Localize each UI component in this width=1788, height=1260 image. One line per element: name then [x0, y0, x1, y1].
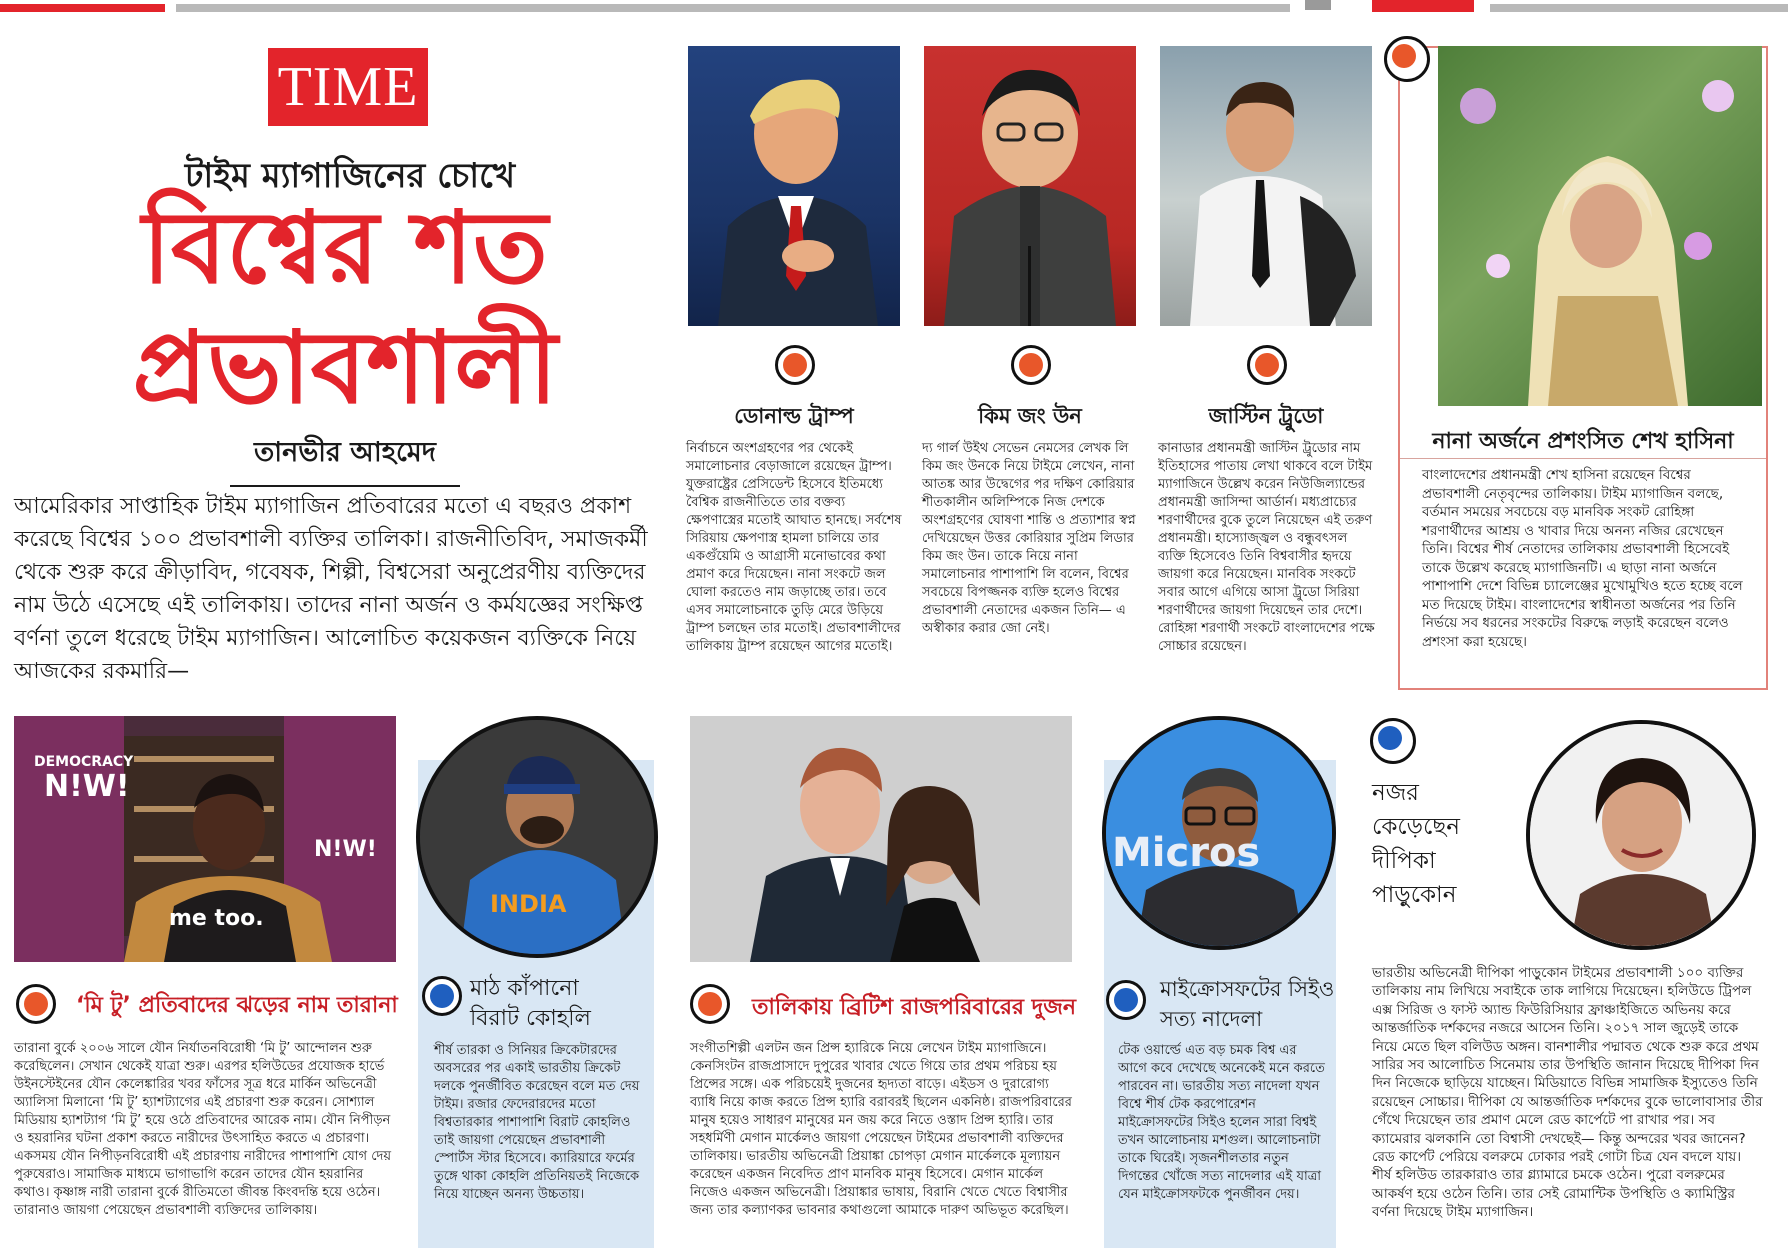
- tarana-name: ‘মি টু’ প্রতিবাদের ঝড়ের নাম তারানা: [76, 993, 398, 1018]
- tarana-shirt-text: me too.: [169, 906, 264, 931]
- trudeau-name: জাস্টিন ট্রুডো: [1208, 404, 1324, 428]
- kim-bullet-icon: [1011, 345, 1051, 385]
- deepika-text: ভারতীয় অভিনেত্রী দীপিকা পাড়ুকোন টাইমের প্রভাবশালী ১০০ ব্যক্তির তালিকায় নাম লিখিয়ে সবাইকে তাক লাগিয়ে দিয়েছেন। হলিউডে ট্রিপল এক্স সিরিজ ও ফাস্ট অ্যান্ড ফিউরিসিয়ার ফ্রাঞ্চাইজিতে অভিনয় করে আন্তর্জাতিক দর্শকদের নজরে আসেন তিনি। ২০১৭ সাল জুড়েই তাকে নিয়ে মেতে ছিল বলিউড অঙ্গন। বানশালীর পদ্মাবত থেকে শুরু করে প্রথম সারির সব আলোচিত সিনেমায় তার উপস্থিতি জানান দিয়েছে দীপিকা দিন দিন নিজেকে ছাড়িয়ে যাচ্ছেন। মিডিয়াতে বিভিন্ন সামাজিক ইস্যুতেও তিনি রয়েছেন সোচ্চার। দীপিকা যে আন্তর্জাতিক দর্শকদের বুকে ভালোবাসার তীর গেঁথে দিয়েছেন তার প্রমাণ মেলে রেড কার্পেটে পা রাখার পর। সব ক্যামেরার ঝলকানি তো বিশ্বাসী দেখছেই— কিন্তু অন্দরের খবর জানেন? রেড কার্পেট পেরিয়ে বলরুমে ঢোকার পরই গোটা চিত্র যেন বদলে যায়। শীর্ষ হলিউড তারকারাও তার গ্ল্যামারে চমকে ওঠেন। পুরো বলরুমের আকর্ষণ হয়ে ওঠেন তিনি। তার সেই রোমান্টিক উপস্থিতি ও ক্যামিস্ট্রির বর্ণনা দিয়েছে টাইম ম্যাগাজিন।: [1372, 965, 1763, 1221]
- kohli-photo: [416, 716, 658, 958]
- time-logo: TIME: [268, 48, 428, 126]
- top-rule-red-right: [1372, 0, 1474, 12]
- top-rule-gray: [176, 4, 1290, 12]
- headline: বিশ্বের শত প্রভাবশালী: [132, 189, 558, 426]
- hasina-bullet-icon: [1384, 36, 1430, 82]
- tarana-bullet-icon: [16, 984, 56, 1024]
- trump-photo: [688, 46, 900, 326]
- intro-paragraph: আমেরিকার সাপ্তাহিক টাইম ম্যাগাজিন প্রতিবারের মতো এ বছরও প্রকাশ করেছে বিশ্বের ১০০ প্রভাবশালী ব্যক্তির তালিকা। রাজনীতিবিদ, সমাজকর্মী থেকে শুরু করে ক্রীড়াবিদ, গবেষক, শিল্পী, বিশ্বসেরা অনুপ্রেরণীয় ব্যক্তিদের নাম উঠে এসেছে এই তালিকায়। তাদের নানা অর্জন ও কর্মযজ্ঞের সংক্ষিপ্ত বর্ণনা তুলে ধরেছে টাইম ম্যাগাজিন। আলোচিত কয়েকজন ব্যক্তিকে নিয়ে আজকের রকমারি—: [14, 494, 648, 684]
- top-rule-red-left: [0, 4, 165, 12]
- svg-text:N!W!: N!W!: [44, 769, 130, 804]
- nadella-text: টেক ওয়ার্ল্ডে এত বড় চমক বিশ্ব এর আগে কবে দেখেছে অনেকেই মনে করতে পারবেন না। ভারতীয় সত্য নাদেলা যখন বিশ্বে শীর্ষ টেক করপোরেশন মাইক্রোসফটের সিইও হলেন সারা বিশ্বই তখন আলোচনায় মশগুল। আলোচনাটা তাকে ঘিরেই। সৃজনশীলতার নতুন দিগন্তের খোঁজে সত্য নাদেলার এই যাত্রা যেন মাইক্রোসফটকে পুনর্জীবন দেয়।: [1118, 1043, 1325, 1202]
- nadella-bullet-icon: [1106, 980, 1146, 1020]
- nadella-photo: [1102, 716, 1336, 950]
- top-rule-gray-small: [1305, 0, 1331, 10]
- hasina-photo: [1438, 46, 1762, 406]
- nadella-name: মাইক্রোসফটের সিইও সত্য নাদেলা: [1160, 977, 1335, 1031]
- trump-name: ডোনাল্ড ট্রাম্প: [734, 404, 854, 428]
- kim-photo: [924, 46, 1136, 326]
- royals-text: সংগীতশিল্পী এলটন জন প্রিন্স হ্যারিকে নিয়ে লেখেন টাইম ম্যাগাজিনে। কেনসিংটন রাজপ্রাসাদে দুপুরের খাবার খেতে গিয়ে তার প্রথম পরিচয় হয় প্রিন্সের সঙ্গে। এক পরিচয়েই দুজনের হৃদ্যতা বাড়ে। এইডস ও দুরারোগ্য ব্যাধি নিয়ে কাজ করতে প্রিন্স হ্যারি বরাবরই ছিলেন একনিষ্ঠ। রাজপরিবারের মানুষ হয়েও সাধারণ মানুষের মন জয় করে নিতে ওস্তাদ প্রিন্স হ্যারি। তার সহধর্মিণী মেগান মার্কেলও জায়গা পেয়েছেন টাইমের প্রভাবশালী ব্যক্তিদের তালিকায়। ভারতীয় অভিনেত্রী প্রিয়াঙ্কা চোপড়া মেগান মার্কেলকে মূল্যায়ন করেছেন একজন নিবেদিত প্রাণ মানবিক মানুষ হিসেবে। মেগান মার্কেল নিজেও একজন অভিনেত্রী। প্রিয়াঙ্কার ভাষায়, বিরানি খেতে খেতে বিশ্বাসীর জন্য তার কল্যাণকর ভাবনার কথাগুলো আমাকে দারুণ অভিভূত করেছিল।: [690, 1041, 1072, 1218]
- deepika-bullet-icon: [1370, 718, 1416, 764]
- tarana-photo: [14, 716, 396, 962]
- trump-bullet-icon: [775, 345, 815, 385]
- kim-name: কিম জং উন: [978, 404, 1082, 428]
- byline: তানভীর আহমেদ: [230, 432, 460, 487]
- hasina-name: নানা অর্জনে প্রশংসিত শেখ হাসিনা: [1432, 429, 1734, 454]
- kohli-name: মাঠ কাঁপানো বিরাট কোহলি: [470, 976, 591, 1031]
- kicker: টাইম ম্যাগাজিনের চোখে: [184, 156, 516, 196]
- kohli-jersey-text: INDIA: [490, 890, 567, 918]
- tarana-sign-text: DEMOCRACY: [34, 754, 134, 770]
- deepika-name: নজর কেড়েছেন দীপিকা পাড়ুকোন: [1372, 780, 1460, 908]
- kim-text: দ্য গার্ল উইথ সেভেন নেমসের লেখক লি কিম জং উনকে নিয়ে টাইমে লেখেন, নানা আতঙ্ক আর উদ্বেগের পর দক্ষিণ কোরিয়ার শীতকালীন অলিম্পিকে নিজ দেশকে অংশগ্রহণের ঘোষণা শান্তি ও প্রত্যাশার স্বপ্ন দেখিয়েছেন উত্তর কোরিয়ার সুপ্রিম লিডার কিম জং উন। তাকে নিয়ে নানা সমালোচনার পাশাপাশি লি বলেন, বিশ্বের সবচেয়ে বিপজ্জনক ব্যক্তি হলেও বিশ্বের প্রভাবশালী নেতাদের একজন তিনি— এ অস্বীকার করার জো নেই।: [922, 441, 1136, 636]
- nadella-sign-text: Micros: [1112, 830, 1261, 876]
- top-rule-gray-right: [1490, 4, 1788, 12]
- deepika-photo: [1526, 720, 1756, 950]
- tarana-text: তারানা বুর্কে ২০০৬ সালে যৌন নির্যাতনবিরোধী ‘মি টু’ আন্দোলন শুরু করেছিলেন। সেখান থেকেই যাত্রা শুরু। এরপর হলিউডের প্রযোজক হার্ভে উইনস্টেইনের যৌন কেলেঙ্কারির খবর ফাঁসের সূত্র ধরে মার্কিন অভিনেত্রী অ্যালিসা মিলানো ‘মি টু’ হ্যাশট্যাগের এই প্রচারণা শুরু করেন। সোশ্যাল মিডিয়ায় হ্যাশট্যাগ ‘মি টু’ হয়ে ওঠে প্রতিবাদের আরেক নাম। যৌন নিপীড়ন ও হয়রানির ঘটনা প্রকাশ করতে নারীদের উৎসাহিত করতে এ প্রচারণা। একসময় যৌন নিপীড়নবিরোধী এই প্রচারণায় নারীদের পাশাপাশি যোগ দেয় পুরুষেরাও। সামাজিক মাধ্যমে ভাগাভাগি করেন তাদের যৌন হয়রানির কথাও। কৃষ্ণাঙ্গ নারী তারানা বুর্কে রীতিমতো জীবন্ত কিংবদন্তি হয়ে ওঠেন। তারানাও জায়গা পেয়েছেন প্রভাবশালী ব্যক্তিদের তালিকায়।: [14, 1041, 391, 1218]
- trudeau-text: কানাডার প্রধানমন্ত্রী জাস্টিন ট্রুডোর নাম ইতিহাসের পাতায় লেখা থাকবে বলে টাইম ম্যাগাজিনে উল্লেখ করেন নিউজিল্যান্ডের প্রধানমন্ত্রী জাসিন্দা আর্ডার্ন। মধ্যপ্রাচ্যের শরণার্থীদের বুকে তুলে নিয়েছেন এই তরুণ প্রধানমন্ত্রী। হাস্যোজ্জ্বল ও বন্ধুবৎসল ব্যক্তি হিসেবেও তিনি বিশ্ববাসীর হৃদয়ে জায়গা করে নিয়েছেন। মানবিক সংকটে সবার আগে এগিয়ে আসা ট্রুডো সিরিয়া শরণার্থীদের জায়গা দিয়েছেন তার দেশে। রোহিঙ্গা শরণার্থী সংকটে বাংলাদেশের পক্ষে সোচ্চার রয়েছেন।: [1158, 441, 1375, 654]
- trump-text: নির্বাচনে অংশগ্রহণের পর থেকেই সমালোচনার বেড়াজালে রয়েছেন ট্রাম্প। যুক্তরাষ্ট্রের প্রেসিডেন্ট হিসেবে ইতিমধ্যে বৈশ্বিক রাজনীতিতে তার বক্তব্য ক্ষেপণাস্ত্রের মতোই আঘাত হানছে। সর্বশেষ সিরিয়ায় ক্ষেপণাস্ত্র হামলা চালিয়ে তার একগুঁয়েমি ও আগ্রাসী মনোভাবের কথা প্রমাণ করে দিয়েছেন। নানা সংকটে জল ঘোলা করতেও নাম জড়াচ্ছে তার। তবে এসব সমালোচনাকে তুড়ি মেরে উড়িয়ে ট্রাম্প চলছেন তার মতোই। প্রভাবশালীদের তালিকায় ট্রাম্প রয়েছেন আগের মতোই।: [686, 441, 902, 654]
- hasina-text: বাংলাদেশের প্রধানমন্ত্রী শেখ হাসিনা রয়েছেন বিশ্বের প্রভাবশালী নেতৃবৃন্দের তালিকায়। টাইম ম্যাগাজিন বলছে, বর্তমান সময়ের সবচেয়ে বড় মানবিক সংকট রোহিঙ্গা শরণার্থীদের আশ্রয় ও খাবার দিয়ে অনন্য নজির রেখেছেন তিনি। বিশ্বের শীর্ষ নেতাদের তালিকায় প্রভাবশালী হিসেবেই তাকে উল্লেখ করেছে ম্যাগাজিনটি। এ ছাড়া নানা অর্জনে পাশাপাশি দেশে বিভিন্ন চ্যালেঞ্জের মুখোমুখিও হতে হচ্ছে বলে মত দিয়েছে টাইম। বাংলাদেশের স্বাধীনতা অর্জনের পর তিনি নির্ভয়ে সব ধরনের সংকটের বিরুদ্ধে লড়াই করেছেন বলেও প্রশংসা করা হয়েছে।: [1422, 467, 1743, 650]
- kohli-bullet-icon: [422, 976, 462, 1016]
- royals-name: তালিকায় ব্রিটিশ রাজপরিবারের দুজন: [752, 995, 1077, 1020]
- royals-photo: [690, 716, 1072, 962]
- trudeau-photo: [1160, 46, 1372, 326]
- trudeau-bullet-icon: [1247, 345, 1287, 385]
- svg-text:N!W!: N!W!: [314, 837, 377, 862]
- royals-bullet-icon: [690, 984, 730, 1024]
- kohli-text: শীর্ষ তারকা ও সিনিয়র ক্রিকেটারদের অবসরের পর একাই ভারতীয় ক্রিকেট দলকে পুনর্জীবিত করেছেন বলে মত দেয় টাইম। রজার ফেদেরারদের মতো বিশ্বতারকার পাশাপাশি বিরাট কোহলিও তাই জায়গা পেয়েছেন প্রভাবশালী স্পোর্টস স্টার হিসেবে। ক্যারিয়ারে ফর্মের তুঙ্গে থাকা কোহলি প্রতিনিয়তই নিজেকে নিয়ে যাচ্ছেন অনন্য উচ্চতায়।: [434, 1043, 640, 1202]
